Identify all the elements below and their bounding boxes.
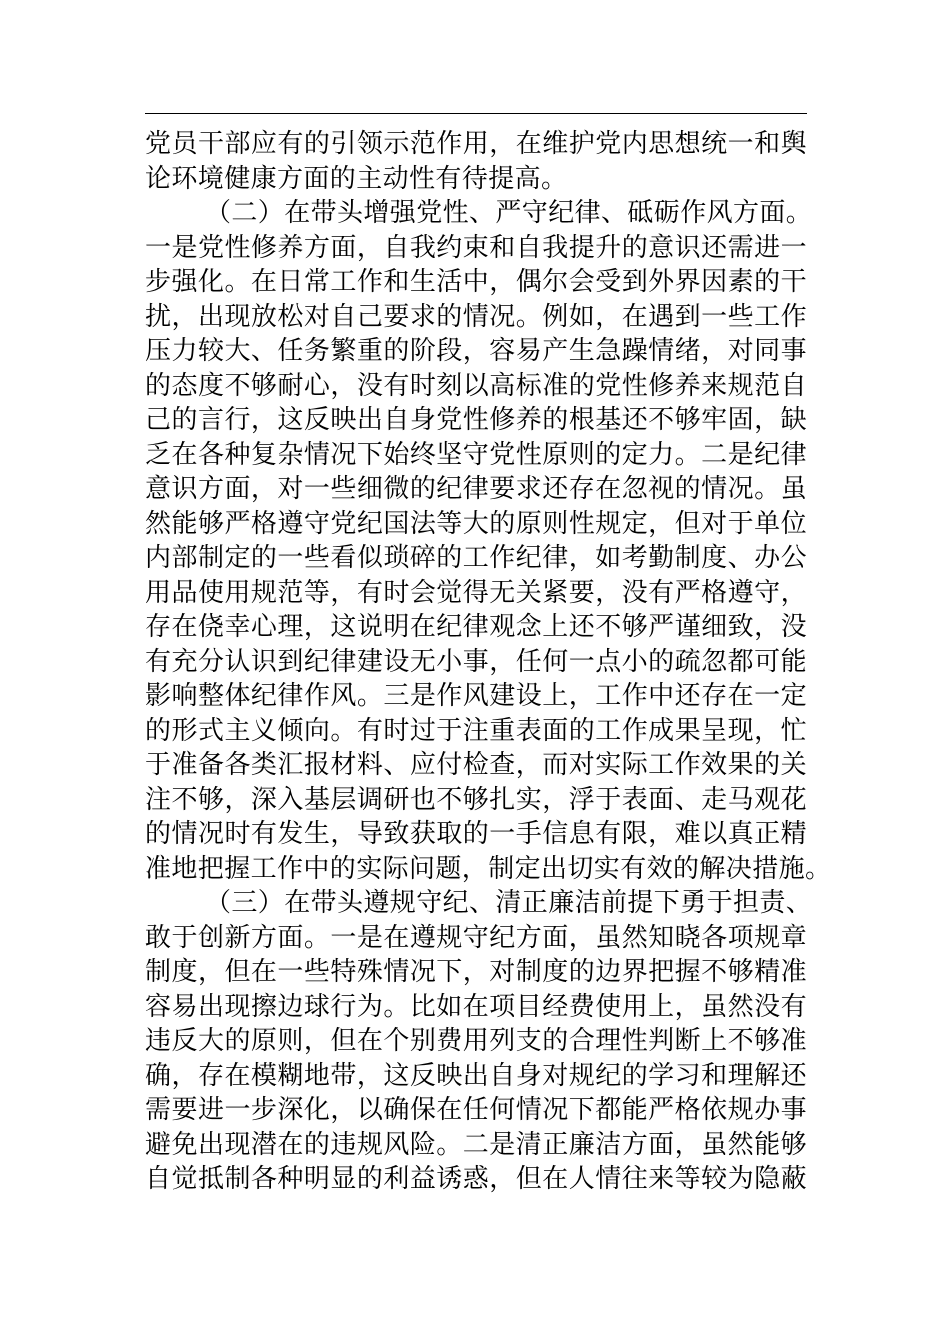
text-line: 存在侥幸心理，这说明在纪律观念上还不够严谨细致，没 <box>145 612 807 642</box>
text-line: 论环境健康方面的主动性有待提高。 <box>145 163 568 194</box>
text-line: 的形式主义倾向。有时过于注重表面的工作成果呈现，忙 <box>145 715 807 746</box>
text-line: 内部制定的一些看似琐碎的工作纪律，如考勤制度、办公 <box>145 543 807 573</box>
text-line: 己的言行，这反映出自身党性修养的根基还不够牢固，缺 <box>145 405 807 435</box>
text-line: 一是党性修养方面，自我约束和自我提升的意识还需进一 <box>145 232 807 263</box>
text-line: 然能够严格遵守党纪国法等大的原则性规定，但对于单位 <box>145 508 807 539</box>
text-line: 用品使用规范等，有时会觉得无关紧要，没有严格遵守， <box>145 577 807 608</box>
text-line: 乏在各种复杂情况下始终坚守党性原则的定力。二是纪律 <box>145 439 807 470</box>
text-line: 影响整体纪律作风。三是作风建设上，工作中还存在一定 <box>145 681 807 711</box>
text-line: 需要进一步深化，以确保在任何情况下都能严格依规办事 <box>145 1095 807 1125</box>
text-line: 党员干部应有的引领示范作用，在维护党内思想统一和舆 <box>145 129 807 159</box>
body-text <box>145 127 832 1197</box>
text-line: 步强化。在日常工作和生活中，偶尔会受到外界因素的干 <box>145 267 807 297</box>
text-line: 敢于创新方面。一是在遵规守纪方面，虽然知晓各项规章 <box>145 922 807 953</box>
text-line: 的情况时有发生，导致获取的一手信息有限，难以真正精 <box>145 819 807 849</box>
section-heading-3: （三）在带头遵规守纪、清正廉洁前提下勇于担责、 <box>205 888 813 918</box>
text-line: 于准备各类汇报材料、应付检查，而对实际工作效果的关 <box>145 750 807 780</box>
header-rule <box>145 113 807 114</box>
text-line: 违反大的原则，但在个别费用列支的合理性判断上不够准 <box>145 1026 807 1056</box>
text-line: 确，存在模糊地带，这反映出自身对规纪的学习和理解还 <box>145 1060 807 1091</box>
text-line: 扰，出现放松对自己要求的情况。例如，在遇到一些工作 <box>145 301 807 332</box>
text-line: 压力较大、任务繁重的阶段，容易产生急躁情绪，对同事 <box>145 336 807 366</box>
section-heading-2: （二）在带头增强党性、严守纪律、砥砺作风方面。 <box>205 198 813 228</box>
text-line: 准地把握工作中的实际问题，制定出切实有效的解决措施。 <box>145 853 832 884</box>
text-line: 意识方面，对一些细微的纪律要求还存在忽视的情况。虽 <box>145 474 807 504</box>
text-line: 避免出现潜在的违规风险。二是清正廉洁方面，虽然能够 <box>145 1129 807 1160</box>
text-line: 注不够，深入基层调研也不够扎实，浮于表面、走马观花 <box>145 784 807 815</box>
text-line: 容易出现擦边球行为。比如在项目经费使用上，虽然没有 <box>145 991 807 1022</box>
text-line: 制度，但在一些特殊情况下，对制度的边界把握不够精准 <box>145 957 807 987</box>
text-line: 自觉抵制各种明显的利益诱惑，但在人情往来等较为隐蔽 <box>145 1164 807 1194</box>
text-line: 有充分认识到纪律建设无小事，任何一点小的疏忽都可能 <box>145 646 807 677</box>
text-line: 的态度不够耐心，没有时刻以高标准的党性修养来规范自 <box>145 370 807 401</box>
